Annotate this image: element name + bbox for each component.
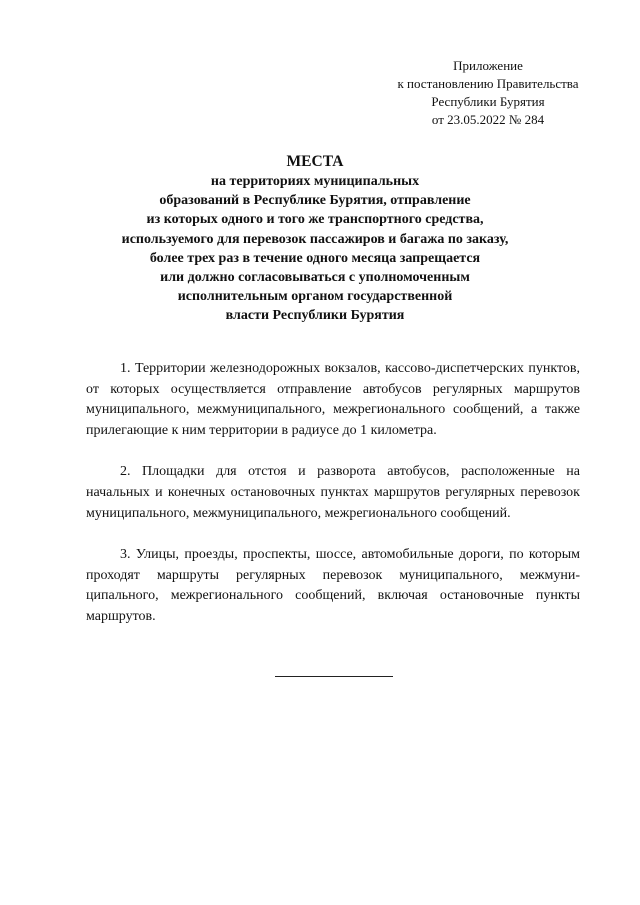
title-line: используемого для перевозок пассажиров и багажа по заказу,: [121, 231, 509, 247]
list-item-streets-roads: 3. Улицы, проезды, проспекты, шоссе, автомобильные дороги, по которым проходят маршруты регулярных перевозок муниципального, межмуниципального, межрегионального сообщений, включая остановочные пункты маршрутов.: [86, 547, 580, 624]
title-line: из которых одного и того же транспортного средства,: [146, 212, 484, 228]
attachment-date-number: от 23.05.2022 № 284: [431, 112, 545, 127]
title-line: на территориях муниципальных: [210, 174, 420, 189]
title-line: более трех раз в течение одного месяца запрещается: [149, 250, 481, 266]
title-line: или должно согласовываться с уполномоченным: [160, 270, 470, 286]
title-line: образований в Республике Бурятия, отправление: [159, 193, 471, 209]
attachment-line: к постановлению Правительства: [397, 76, 579, 91]
attachment-line: Республики Бурятия: [431, 94, 545, 109]
title-line: власти Республики Бурятия: [225, 308, 405, 324]
list-item-bus-platforms: 2. Площадки для отстоя и разворота автобусов, расположенные на начальных и конечных остановочных пунктах маршрутов регулярных перевозок муниципального, межмуниципального, межрегионального сообщений.: [86, 464, 580, 521]
title-line: исполнительным органом государственной: [177, 289, 453, 305]
list-item-railway-stations: 1. Территории железнодорожных вокзалов, кассово-диспетчерских пунктов, от которых осуществляется отправление автобусов регулярных маршрутов муниципального, межмуниципального, межрегионального сообщений, а также прилегающие к ним территории в радиусе до 1 километра.: [86, 361, 580, 438]
attachment-note: [388, 57, 588, 129]
document-title: [80, 152, 550, 326]
title-heading: МЕСТА: [286, 153, 344, 170]
attachment-line: Приложение: [453, 58, 523, 73]
end-divider: [275, 676, 393, 677]
places-list: [86, 359, 580, 649]
